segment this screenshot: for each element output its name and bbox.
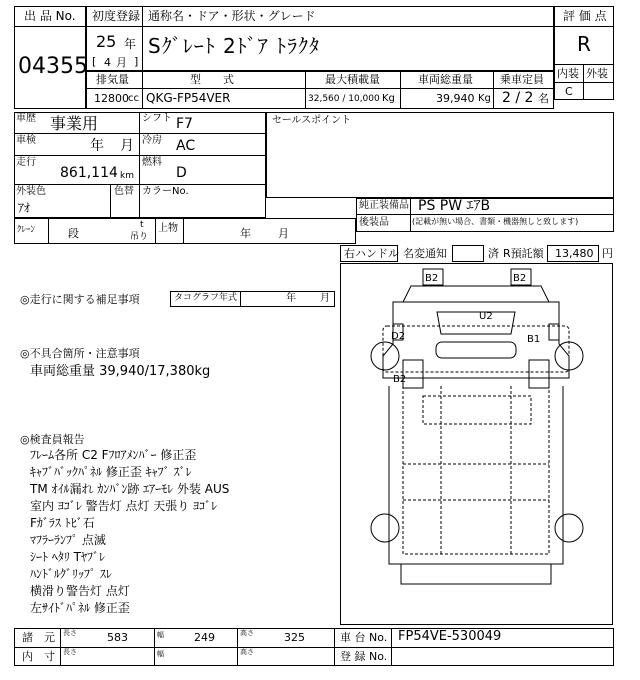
mark-label: D2 (391, 331, 406, 342)
rating: R (577, 32, 591, 56)
wheel-rear-right (555, 514, 583, 542)
first-reg-label: 初度登録 (92, 9, 141, 23)
inner-dim-label: 内 寸 (22, 650, 55, 663)
fuel-label: 燃料 (142, 157, 162, 168)
report-line: 左ｻｲﾄﾞﾊﾟﾈﾙ 修正歪 (30, 601, 130, 615)
grill (436, 342, 516, 358)
standard-equipment-label: 純正装備品 (359, 200, 409, 211)
r-tax-label: R預託額 (503, 247, 544, 260)
color: ｱｵ (18, 201, 31, 215)
truck-diagram (341, 264, 612, 624)
crane-ton: t (140, 220, 144, 230)
inspector-report-lines (30, 447, 229, 617)
inspection-label: 車検 (16, 135, 36, 146)
height-label: 高さ (240, 629, 254, 637)
height-label-inner: 高さ (240, 648, 254, 656)
month-unit: 月 (116, 56, 127, 69)
defects-label: ◎不具合箇所・注意事項 (20, 347, 140, 360)
side-step-right (529, 360, 549, 388)
capacity: 2 / 2 (502, 90, 534, 106)
report-line: ｼｰﾄ ﾍﾀﾘ Tﾔﾌﾞﾚ (30, 550, 105, 564)
driving-supplement-label: ◎走行に関する補足事項 (20, 293, 140, 306)
lot-no: 04355 (18, 54, 88, 79)
gross-weight-label: 車両総重量 (418, 73, 473, 86)
mileage-unit: km (120, 171, 134, 181)
model-type: QKG-FP54VER (146, 91, 231, 105)
ac-label: 冷房 (142, 135, 162, 146)
report-line: ﾊﾝﾄﾞﾙｸﾞﾘｯﾌﾟ ｽﾚ (30, 567, 112, 581)
crane-box (14, 218, 356, 244)
inspector-report-title: ◎検査員報告 (20, 433, 85, 446)
width-label-inner: 幅 (157, 650, 164, 658)
length-label-inner: 長さ (63, 648, 77, 656)
grade-header-label: 通称名・ドア・形状・グレード (148, 9, 316, 23)
chassis: FP54VE-530049 (398, 629, 502, 644)
r-tax-value: 13,480 (555, 247, 594, 260)
model-type-label: 型 式 (190, 73, 234, 86)
mark-label: U2 (479, 311, 493, 322)
mark-label: B1 (527, 334, 541, 345)
aftermarket-label: 後装品 (359, 217, 389, 228)
color-no-label: 色替 (114, 186, 134, 197)
standard-equipment: PS PW ｴｱB (418, 198, 491, 214)
upper-month: 月 (278, 227, 289, 240)
max-load: 32,560 / 10,000 (308, 94, 380, 104)
width: 249 (194, 631, 215, 644)
fifth-wheel (423, 396, 531, 424)
aftermarket-note: (記載が無い場合、書類・機器無しと致します) (412, 217, 579, 226)
wheel-rear-left (371, 514, 399, 542)
mark-label: B2 (513, 273, 527, 284)
capacity-unit: 名 (538, 92, 549, 105)
gross-weight: 39,940 (436, 92, 475, 105)
defects-note: 車両総重量 39,940/17,380kg (30, 364, 211, 379)
height: 325 (284, 631, 305, 644)
report-line: TM ｵｲﾙ漏れ ｶﾝﾊﾞﾝ跡 ｴｱｰﾓﾚ 外装 AUS (30, 482, 230, 496)
history: 事業用 (50, 114, 99, 133)
length-label: 長さ (63, 629, 77, 637)
first-reg-month: 4 (104, 56, 111, 69)
crane-hang: 吊り (130, 232, 149, 242)
rating-label: 評 価 点 (563, 9, 607, 23)
upper-year: 年 (240, 227, 251, 240)
fuel: D (176, 165, 187, 181)
mark-label: B2 (425, 273, 439, 284)
max-load-unit: Kg (382, 93, 395, 104)
ac: AC (176, 138, 196, 154)
chassis-label: 車 台 No. (340, 631, 388, 644)
first-reg-year: 25 (96, 32, 117, 51)
report-line: ﾌﾚｰﾑ各所 C2 Fﾌﾛｱﾒﾝﾊﾞｰ 修正歪 (30, 448, 197, 462)
report-line: Fｶﾞﾗｽ ﾄﾋﾞ石 (30, 516, 95, 530)
tacho-month: 月 (320, 293, 330, 304)
inspection-year: 年 (90, 138, 104, 154)
name-change-box (452, 245, 484, 262)
tacho-label: タコグラフ年式 (174, 293, 238, 303)
history-label: 車歴 (16, 113, 36, 124)
exterior-label: 外装 (586, 67, 608, 80)
length: 583 (107, 631, 128, 644)
shift: F7 (176, 116, 193, 132)
bracket-open: [ (92, 55, 97, 68)
displacement-unit: cc (128, 93, 139, 104)
mileage: 861,114 (60, 165, 118, 181)
outer-dim-label: 諸 元 (22, 631, 55, 644)
name-change-label: 名変通知 (403, 247, 447, 260)
crane-label: ｸﾚｰﾝ (17, 225, 36, 235)
r-tax-unit: 円 (602, 247, 613, 260)
cab-outline (383, 302, 569, 378)
wheel-front-left (371, 342, 399, 370)
color-code-label: カラーNo. (142, 186, 189, 197)
cab-roof (403, 286, 549, 302)
report-line: ﾏﾌﾗｰﾗﾝﾌﾟ 点滅 (30, 533, 106, 547)
chassis-frame (389, 386, 563, 564)
report-line: 室内 ﾖｺﾞﾚ 警告灯 点灯 天張り ﾖｺﾞﾚ (30, 499, 218, 513)
interior-label: 内装 (557, 67, 579, 80)
no-label: 済 (488, 247, 499, 260)
color-label: 外装色 (16, 186, 46, 197)
year-unit: 年 (124, 37, 137, 51)
capacity-label: 乗車定員 (500, 73, 544, 86)
truck-diagram-frame (340, 263, 613, 625)
mileage-label: 走行 (16, 157, 36, 168)
crane-stage: 段 (68, 227, 79, 240)
report-line: 横滑り警告灯 点灯 (30, 584, 130, 598)
windshield (437, 312, 515, 334)
reg-label: 登 録 No. (340, 650, 388, 663)
report-line: ｷｬﾌﾞﾊﾞｯｸﾊﾟﾈﾙ 修正歪 ｷｬﾌﾞ ｽﾞﾚ (30, 465, 192, 479)
steering: 右ハンドル (344, 247, 399, 260)
width-label: 幅 (157, 631, 164, 639)
inspection-month: 月 (120, 138, 134, 154)
displacement: 12800 (94, 92, 129, 105)
gross-weight-unit: Kg (478, 93, 491, 104)
mark-label: B2 (393, 374, 407, 385)
bracket-close: ] (134, 55, 139, 68)
chassis-inner (403, 386, 549, 554)
shift-label: シフト (142, 113, 172, 124)
cab-front (383, 326, 569, 372)
sales-point-label: セールスポイント (272, 115, 352, 126)
upper-label: 上物 (158, 223, 178, 234)
displacement-label: 排気量 (96, 73, 129, 86)
tacho-year: 年 (286, 293, 296, 304)
lot-no-label: 出 品 No. (24, 9, 76, 23)
model-name: Sｸﾞﾚｰﾄ 2ﾄﾞｱ ﾄﾗｸﾀ (148, 34, 321, 58)
interior-grade: C (565, 85, 573, 98)
max-load-label: 最大積載量 (325, 73, 380, 86)
tail (401, 564, 551, 584)
